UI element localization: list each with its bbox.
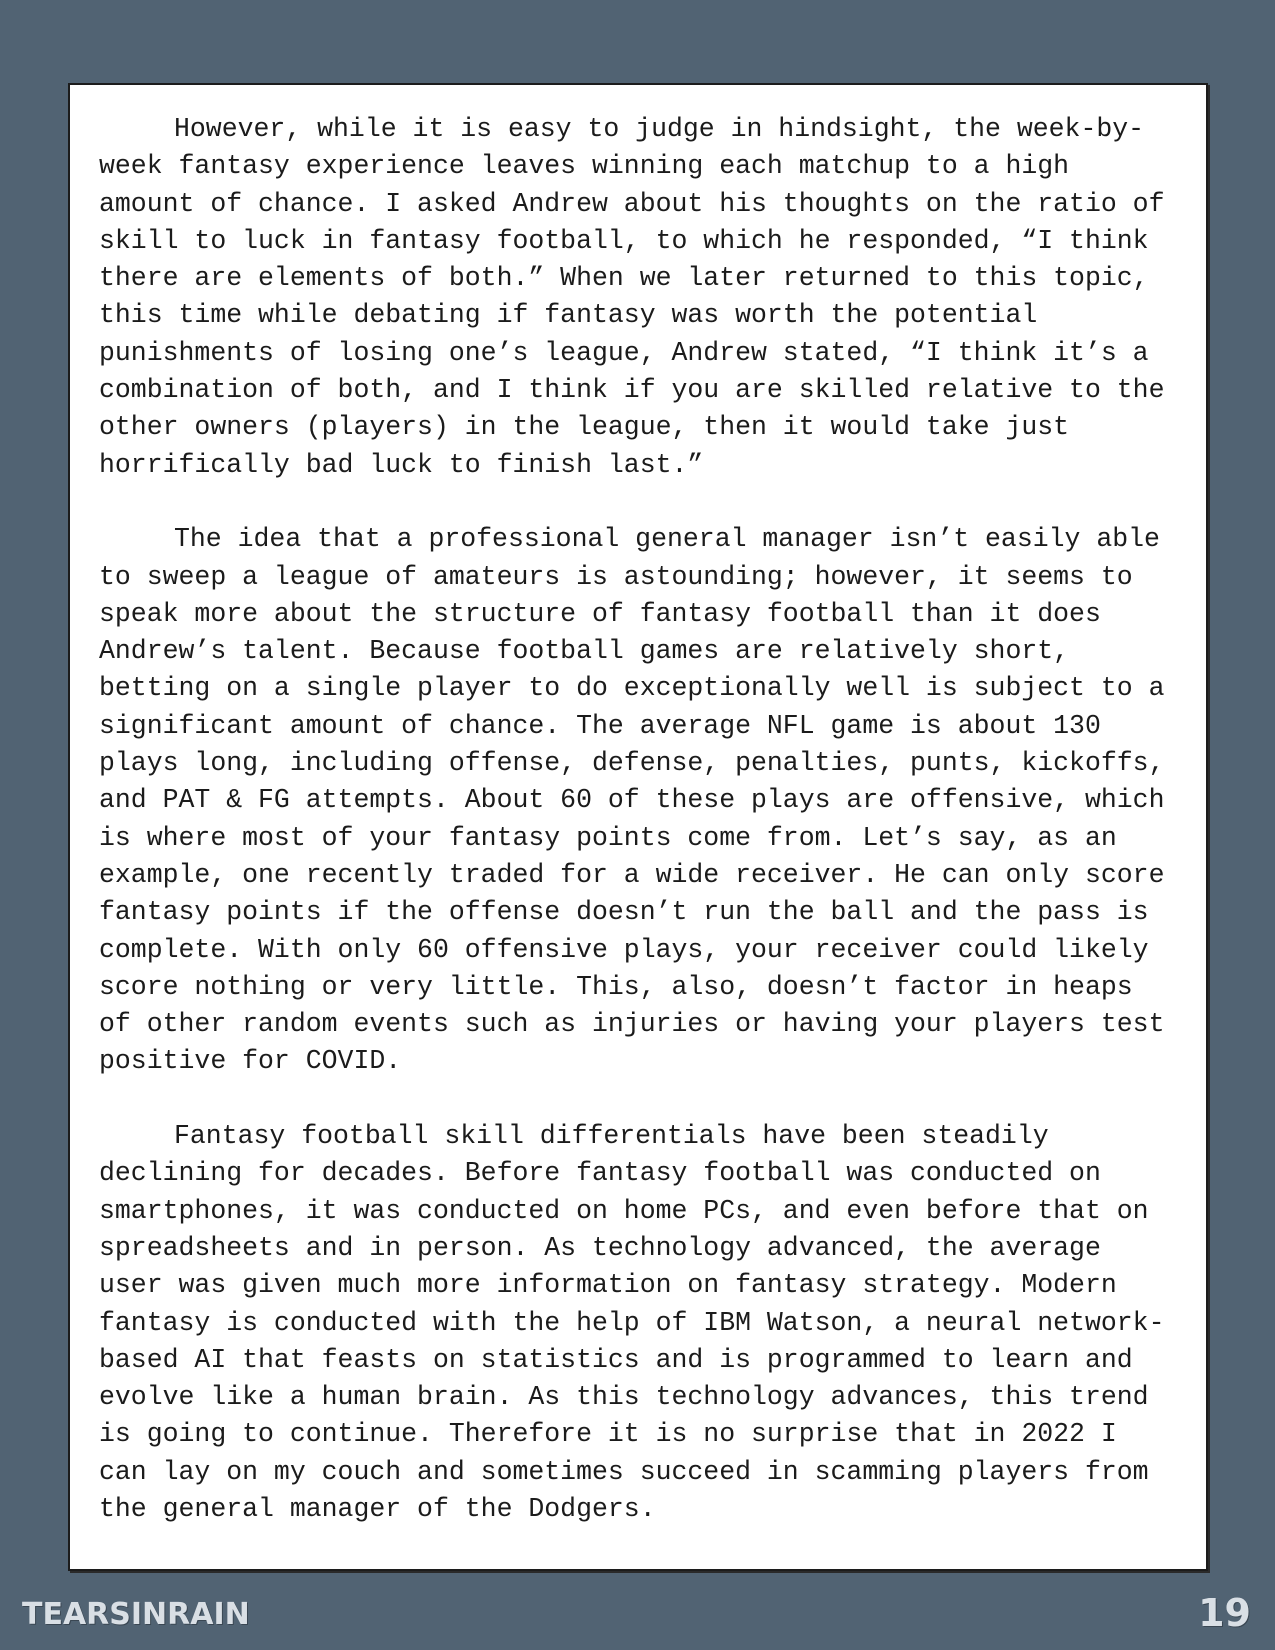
page-number: 19: [1198, 1591, 1251, 1635]
article-paragraph-2: The idea that a professional general manager isn’t easily able to sweep a league of amateurs is astounding; however, it seems to speak more about the structure of fantasy football than it does Andrew’s talent. Because football games are relatively short, betting on a single player to do exceptionally well is subject to a significant amount of chance. The average NFL game is about 130 plays long, including offense, defense, penalties, punts, kickoffs, and PAT & FG attempts. About 60 of these plays are offensive, which is where most of your fantasy points come from. Let’s say, as an example, one recently traded for a wide receiver. He can only score fantasy points if the offense doesn’t run the ball and the pass is complete. With only 60 offensive plays, your receiver could likely score nothing or very little. This, also, doesn’t factor in heaps of other random events such as injuries or having your players test positive for COVID.: [99, 524, 1181, 1077]
publication-logo: TEARSINRAIN: [22, 1597, 250, 1632]
article-body: [99, 111, 1179, 1528]
article-paragraph-1: However, while it is easy to judge in hindsight, the week-by-week fantasy experience leaves winning each matchup to a high amount of chance. I asked Andrew about his thoughts on the ratio of skill to luck in fantasy football, to which he responded, “I think there are elements of both.” When we later returned to this topic, this time while debating if fantasy was worth the potential punishments of losing one’s league, Andrew stated, “I think it’s a combination of both, and I think if you are skilled relative to the other owners (players) in the league, then it would take just horrifically bad luck to finish last.”: [99, 114, 1181, 480]
article-paragraph-3: Fantasy football skill differentials have been steadily declining for decades. Before fantasy football was conducted on smartphones, it was conducted on home PCs, and even before that on spreadsheets and in person. As technology advanced, the average user was given much more information on fantasy strategy. Modern fantasy is conducted with the help of IBM Watson, a neural network-based AI that feasts on statistics and is programmed to learn and evolve like a human brain. As this technology advances, this trend is going to continue. Therefore it is no surprise that in 2022 I can lay on my couch and sometimes succeed in scamming players from the general manager of the Dodgers.: [99, 1121, 1165, 1524]
article-card: [68, 83, 1208, 1571]
